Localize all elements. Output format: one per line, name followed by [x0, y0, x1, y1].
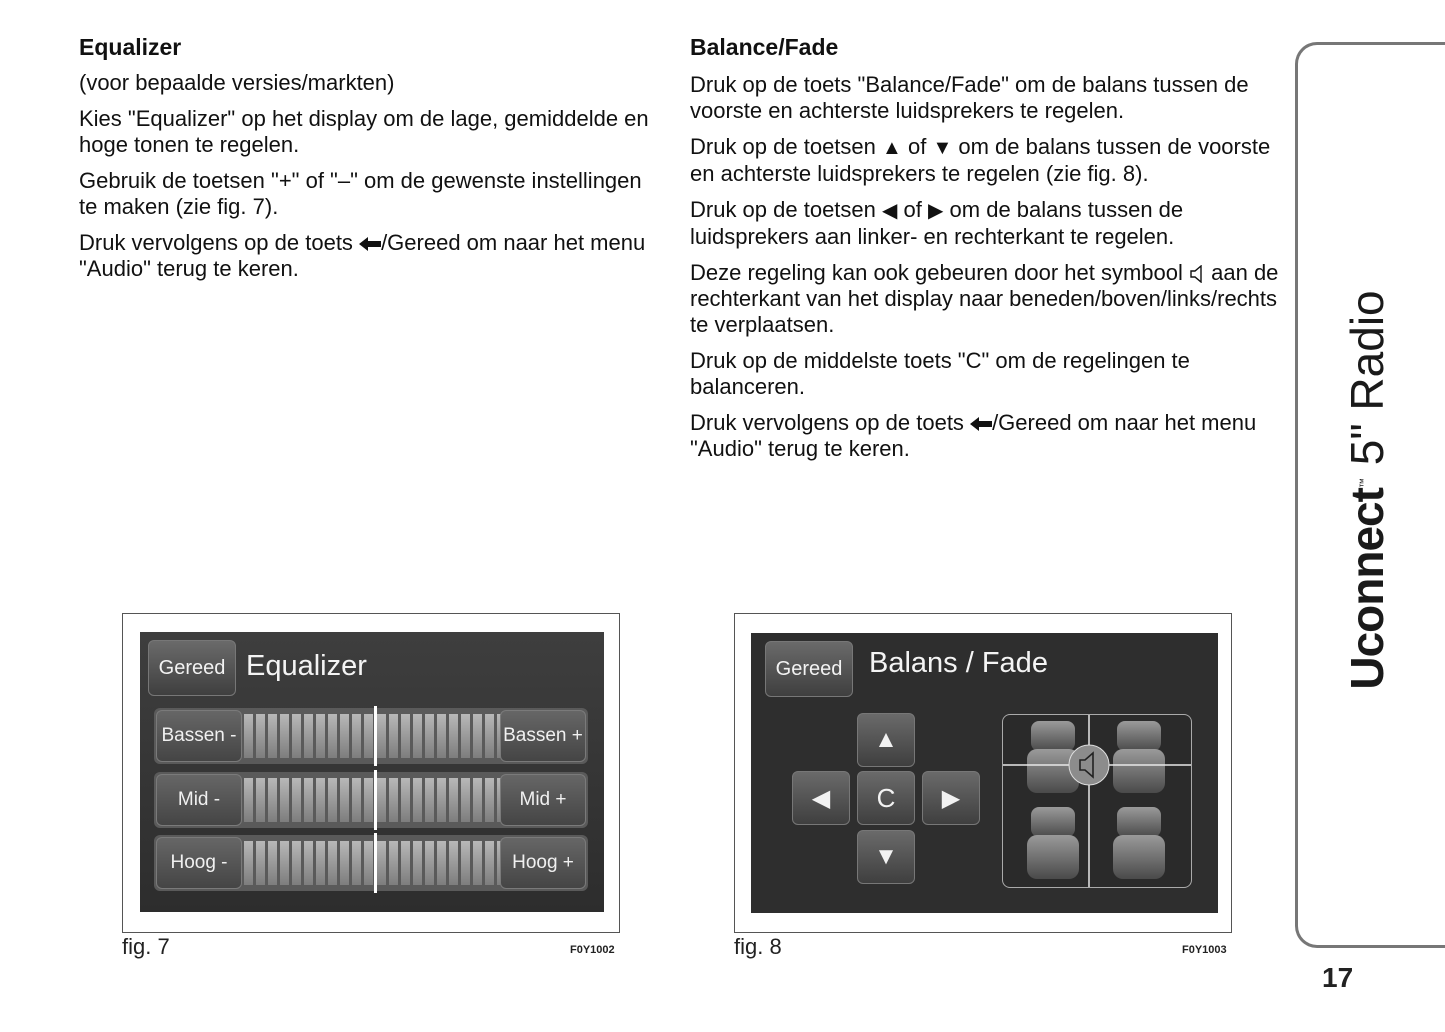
level-segment [256, 778, 265, 822]
equalizer-para-2: Gebruik de toetsen "+" of "–" om de gewenste instellingen te maken (zie fig. 7). [79, 168, 642, 219]
rear-left-seat-icon [1027, 807, 1079, 879]
back-arrow-icon [970, 417, 992, 431]
level-segment [364, 841, 373, 885]
level-segment [352, 778, 361, 822]
bass-plus-button[interactable]: Bassen + [500, 710, 586, 762]
bass-row [154, 708, 588, 764]
level-segment [449, 778, 458, 822]
level-segment [328, 778, 337, 822]
level-segment [485, 841, 494, 885]
level-segment [256, 841, 265, 885]
figure-8 [734, 613, 1232, 933]
level-segment [352, 841, 361, 885]
front-right-seat-icon [1113, 721, 1165, 793]
level-segment [437, 714, 446, 758]
level-segment [340, 778, 349, 822]
level-segment [401, 714, 410, 758]
level-segment [340, 841, 349, 885]
balance-para-2-end: om de balans tussen de voorste en achterste luidsprekers te regelen (zie fig. 8). [690, 134, 1271, 186]
level-segment [413, 714, 422, 758]
right-column [690, 34, 1280, 472]
fade-up-button[interactable]: ▲ [857, 713, 915, 767]
speaker-icon [1189, 265, 1205, 283]
balance-left-button[interactable]: ◀ [792, 771, 850, 825]
mid-minus-button[interactable]: Mid - [156, 774, 242, 826]
level-segment [473, 714, 482, 758]
figure-7 [122, 613, 620, 933]
treble-plus-button[interactable]: Hoog + [500, 837, 586, 889]
figure-7-code: F0Y1002 [570, 944, 615, 956]
equalizer-title: Equalizer [246, 650, 367, 682]
treble-center-marker [374, 833, 377, 893]
level-segment [304, 841, 313, 885]
level-segment [364, 714, 373, 758]
equalizer-para-3 [79, 230, 659, 282]
treble-row [154, 835, 588, 891]
balance-para-3 [690, 197, 1280, 250]
level-segment [244, 841, 253, 885]
level-segment [377, 778, 386, 822]
mid-plus-button[interactable]: Mid + [500, 774, 586, 826]
level-segment [413, 778, 422, 822]
radio-label: 5" Radio [1341, 290, 1393, 466]
level-segment [449, 714, 458, 758]
level-segment [304, 714, 313, 758]
level-segment [292, 778, 301, 822]
level-segment [304, 778, 313, 822]
down-triangle-icon: ▼ [932, 137, 953, 159]
equalizer-heading: Equalizer [79, 34, 182, 60]
figure-8-caption: fig. 8 [734, 934, 782, 959]
level-segment [340, 714, 349, 758]
bass-center-marker [374, 706, 377, 766]
level-segment [473, 778, 482, 822]
balance-para-3-end: om de balans tussen de luidsprekers aan linker- en rechterkant te regelen. [690, 197, 1184, 249]
balance-para-3-start: Druk op de toetsen [690, 197, 876, 222]
chapter-tab-label [1340, 290, 1394, 689]
level-segment [389, 778, 398, 822]
level-segment [292, 841, 301, 885]
done-button[interactable]: Gereed [765, 641, 853, 697]
balance-para-4-end: aan de rechterkant van het display naar beneden/boven/links/rechts te verplaatsen. [690, 260, 1279, 337]
left-triangle-icon: ◀ [882, 200, 898, 222]
level-segment [268, 778, 277, 822]
level-segment [413, 841, 422, 885]
level-segment [292, 714, 301, 758]
level-segment [485, 714, 494, 758]
balance-para-2 [690, 134, 1280, 187]
level-segment [280, 778, 289, 822]
balance-para-3-of: of [903, 197, 922, 222]
balance-para-1: Druk op de toets "Balance/Fade" om de balans tussen de voorste en achterste luidsprekers te regelen. [690, 72, 1249, 123]
equalizer-para-3-end: /Gereed om naar het menu "Audio" terug te keren. [79, 230, 646, 281]
level-segment [377, 841, 386, 885]
level-segment [485, 778, 494, 822]
seat-map[interactable] [1002, 714, 1192, 888]
equalizer-para-3-start: Druk vervolgens op de toets [79, 230, 353, 255]
back-arrow-icon [359, 237, 381, 251]
balance-right-button[interactable]: ▶ [922, 771, 980, 825]
level-segment [364, 778, 373, 822]
level-segment [328, 841, 337, 885]
level-segment [280, 841, 289, 885]
seat-map-graphic [1003, 715, 1191, 887]
center-reset-button[interactable]: C [857, 771, 915, 825]
speaker-position-icon [1069, 745, 1109, 785]
page-number: 17 [1322, 962, 1354, 993]
level-segment [244, 778, 253, 822]
figure-8-code: F0Y1003 [1182, 944, 1227, 956]
level-segment [389, 714, 398, 758]
level-segment [461, 841, 470, 885]
balance-heading: Balance/Fade [690, 34, 839, 60]
level-segment [316, 714, 325, 758]
right-triangle-icon: ▶ [928, 200, 944, 222]
bass-minus-button[interactable]: Bassen - [156, 710, 242, 762]
level-segment [425, 778, 434, 822]
level-segment [316, 841, 325, 885]
level-segment [437, 841, 446, 885]
balance-para-6-start: Druk vervolgens op de toets [690, 410, 964, 435]
level-segment [352, 714, 361, 758]
equalizer-subheading: (voor bepaalde versies/markten) [79, 70, 395, 95]
trademark-mark: ™ [1358, 478, 1370, 489]
level-segment [449, 841, 458, 885]
level-segment [401, 841, 410, 885]
uconnect-logo: Uconnect [1341, 488, 1393, 690]
fade-down-button[interactable]: ▼ [857, 830, 915, 884]
balance-para-4-start: Deze regeling kan ook gebeuren door het symbool [690, 260, 1183, 285]
up-triangle-icon: ▲ [882, 137, 902, 159]
balance-para-5: Druk op de middelste toets "C" om de regelingen te balanceren. [690, 348, 1190, 399]
level-segment [461, 778, 470, 822]
figure-7-caption: fig. 7 [122, 934, 170, 959]
level-segment [316, 778, 325, 822]
level-segment [256, 714, 265, 758]
level-segment [268, 841, 277, 885]
level-segment [437, 778, 446, 822]
level-segment [244, 714, 253, 758]
balance-para-6 [690, 410, 1280, 462]
left-column [79, 34, 659, 292]
balance-screen [751, 633, 1218, 913]
level-segment [377, 714, 386, 758]
level-segment [389, 841, 398, 885]
balance-para-2-start: Druk op de toetsen [690, 134, 876, 159]
rear-right-seat-icon [1113, 807, 1165, 879]
treble-minus-button[interactable]: Hoog - [156, 837, 242, 889]
balance-para-6-end: /Gereed om naar het menu "Audio" terug te keren. [690, 410, 1257, 461]
level-segment [328, 714, 337, 758]
mid-row [154, 772, 588, 828]
level-segment [280, 714, 289, 758]
balance-title: Balans / Fade [869, 647, 1048, 679]
balance-para-2-of: of [907, 134, 927, 159]
level-segment [425, 714, 434, 758]
level-segment [473, 841, 482, 885]
equalizer-screen [140, 632, 604, 912]
level-segment [268, 714, 277, 758]
mid-center-marker [374, 770, 377, 830]
done-button[interactable]: Gereed [148, 640, 236, 696]
level-segment [401, 778, 410, 822]
level-segment [461, 714, 470, 758]
level-segment [425, 841, 434, 885]
equalizer-para-1: Kies "Equalizer" op het display om de lage, gemiddelde en hoge tonen te regelen. [79, 106, 649, 157]
balance-para-4 [690, 260, 1280, 338]
